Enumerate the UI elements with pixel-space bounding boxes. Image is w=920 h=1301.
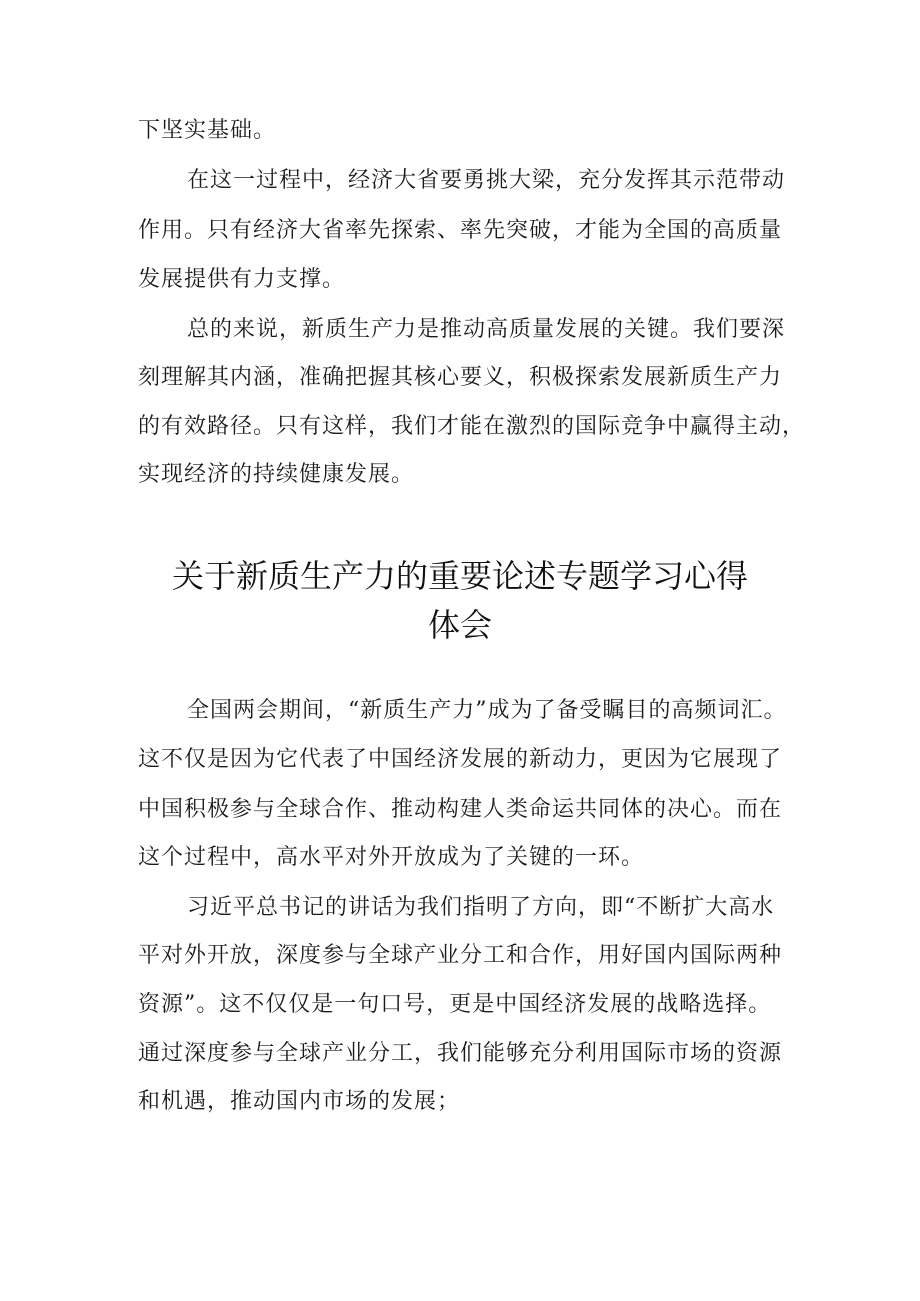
paragraph-line: 下坚实基础。 <box>138 118 277 143</box>
paragraph-line: 习近平总书记的讲话为我们指明了方向，即“不断扩大高水 <box>187 895 775 920</box>
paragraph-line: 和机遇，推动国内市场的发展； <box>138 1089 461 1114</box>
paragraph-line: 资源”。这不仅仅是一句口号，更是中国经济发展的战略选择。 <box>138 992 772 1017</box>
paragraph-line: 中国积极参与全球合作、推动构建人类命运共同体的决心。而在 <box>138 797 783 822</box>
paragraph-line: 这个过程中，高水平对外开放成为了关键的一环。 <box>138 845 645 870</box>
paragraph-line: 作用。只有经济大省率先探索、率先突破，才能为全国的高质量 <box>138 218 783 243</box>
paragraph-line: 刻理解其内涵，准确把握其核心要义，积极探索发展新质生产力 <box>138 365 783 390</box>
paragraph-line: 这不仅是因为它代表了中国经济发展的新动力，更因为它展现了 <box>138 747 783 772</box>
paragraph-line: 发展提供有力支撑。 <box>138 267 346 292</box>
paragraph-line: 总的来说，新质生产力是推动高质量发展的关键。我们要深 <box>187 317 786 342</box>
paragraph-line: 平对外开放，深度参与全球产业分工和合作，用好国内国际两种 <box>138 943 783 968</box>
section-title-line-2: 体会 <box>427 606 492 644</box>
paragraph-line: 全国两会期间，“新质生产力”成为了备受瞩目的高频词汇。 <box>187 698 787 723</box>
section-title-line-1: 关于新质生产力的重要论述专题学习心得 <box>171 557 748 595</box>
paragraph-line: 的有效路径。只有这样，我们才能在激烈的国际竞争中赢得主动， <box>138 414 806 439</box>
paragraph-line: 通过深度参与全球产业分工，我们能够充分利用国际市场的资源 <box>138 1041 783 1066</box>
paragraph-line: 在这一过程中，经济大省要勇挑大梁，充分发挥其示范带动 <box>187 168 786 193</box>
paragraph-line: 实现经济的持续健康发展。 <box>138 462 415 487</box>
